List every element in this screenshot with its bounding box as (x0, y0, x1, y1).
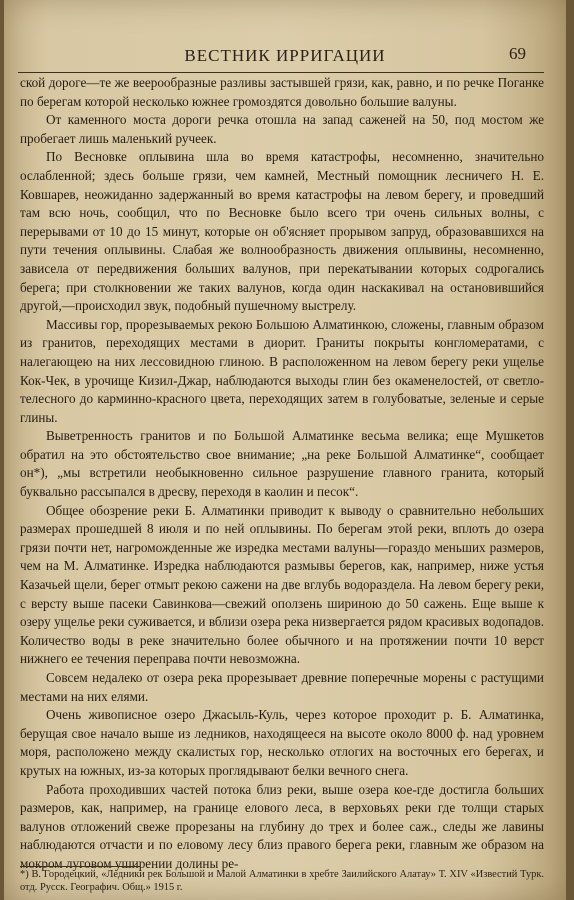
document-page (4, 0, 566, 900)
running-title: ВЕСТНИК ИРРИГАЦИИ (184, 46, 386, 65)
paragraph: Очень живописное озеро Джасыль-Куль, через которое проходит р. Б. Алматинка, берущая свое начало выше из ледников, находящееся на высоте около 8000 ф. над уровнем моря, расположено между скалистых гор, несколько отлогих на восточных его берегах, и крутых на южных, из-за которых проглядывают белки вечного снега. (20, 707, 544, 778)
body-text (20, 74, 544, 874)
page-number: 69 (509, 44, 526, 63)
paragraph: ской дороге—те же веерообразные разливы застывшей грязи, как, равно, и по речке Поганке по берегам которой несколько южнее громоздятся довольно большие валуны. (20, 75, 544, 109)
paragraph: Массивы гор, прорезываемых рекою Большою Алматинкою, сложены, главным образом из гранитов, переходящих местами в диорит. Граниты покрыты конгломератами, с налегающею на них лессовидною глиною. В расположенном на левом берегу реки ущелье Кок-Чек, в урочище Кизил-Джар, наблюдаются выходы глин без окаменелостей, от светло-телесного до карминно-красного цвета, переходящих затем в голубоватые, зеленые и серые глины. (20, 316, 544, 425)
paragraph: Выветренность гранитов и по Большой Алматинке весьма велика; еще Мушкетов обратил на это обстоятельство свое внимание; „на реке Большой Алматинке“, сообщает он*), „мы встретили необыкновенно сильное разрушение главного гранита, который буквально рассыпался в дресву, переходя в каолин и песок“. (20, 428, 544, 500)
paragraph: Совсем недалеко от озера река прорезывает древние поперечные морены с растущими местами на них елями. (20, 670, 544, 704)
paragraph: Общее обозрение реки Б. Алматинки приводит к выводу о сравнительно небольших размерах прошедшей 8 июля и по ней оплывины. По берегам этой реки, вплоть до озера грязи почти нет, нагроможденные же изредка местами валуны—гораздо меньших размеров, чем на М. Алматинке. Изредка наблюдаются размывы берегов, как, например, ниже устья Казачьей щели, берег отмыт рекою сажени на две вглубь водораздела. На левом берегу реки, с версту выше пасеки Савинкова—свежий оползень шириною до 50 сажень. Еще выше к озеру ущелье реки суживается, и вблизи озера река низвергается рядом красивых водопадов. Количество воды в реке значительно более обычного и на протяжении почти 10 верст нижнего ее течения переправа почти невозможна. (20, 502, 544, 667)
footnote: *) В. Городецкий, «Ледники рек Большой и Малой Алматинки в хребте Заилийского Алатау» Т. XIV «Известий Турк. отд. Русск. Географич. Общ.» 1915 г. (20, 869, 544, 893)
paragraph: По Весновке оплывина шла во время катастрофы, несомненно, значительно ослабленной; здесь больше грязи, чем камней, Местный помощник лесничего Н. Е. Ковшарев, неожиданно задержанный во время катастрофы на левом берегу, и проведший там всю ночь, сообщил, что по Весновке было всего три очень сильных волны, с перерывами от 10 до 15 минут, которые он об'ясняет прорывом запруд, образовавшихся на пути течения оплывины. Слабая же волнообразность движения оплывины, несомненно, зависела от передвижения больших валунов, при перекатывании которых содрогались берега; при столкновении же таких валунов, когда один наскакивал на остановившийся другой,—происходил звук, подобный пушечному выстрелу. (20, 149, 544, 314)
header-rule (18, 72, 544, 73)
page-header (4, 40, 566, 70)
paragraph: От каменного моста дороги речка отошла на запад саженей на 50, под мостом же пробегает лишь маленький ручеек. (20, 112, 544, 146)
footnote-rule (20, 866, 140, 867)
paragraph: Работа проходивших частей потока близ реки, выше озера кое-где достигла больших размеров, как, например, на границе елового леса, в верховьях реки где толщи старых валунов отложений свеже прорезаны на глубину до трех и более саж., следы же лавины наблюдаются отчасти и по еловому лесу близ правого берега реки, главным же образом на мокром луговом уширении долины ре- (20, 781, 544, 871)
